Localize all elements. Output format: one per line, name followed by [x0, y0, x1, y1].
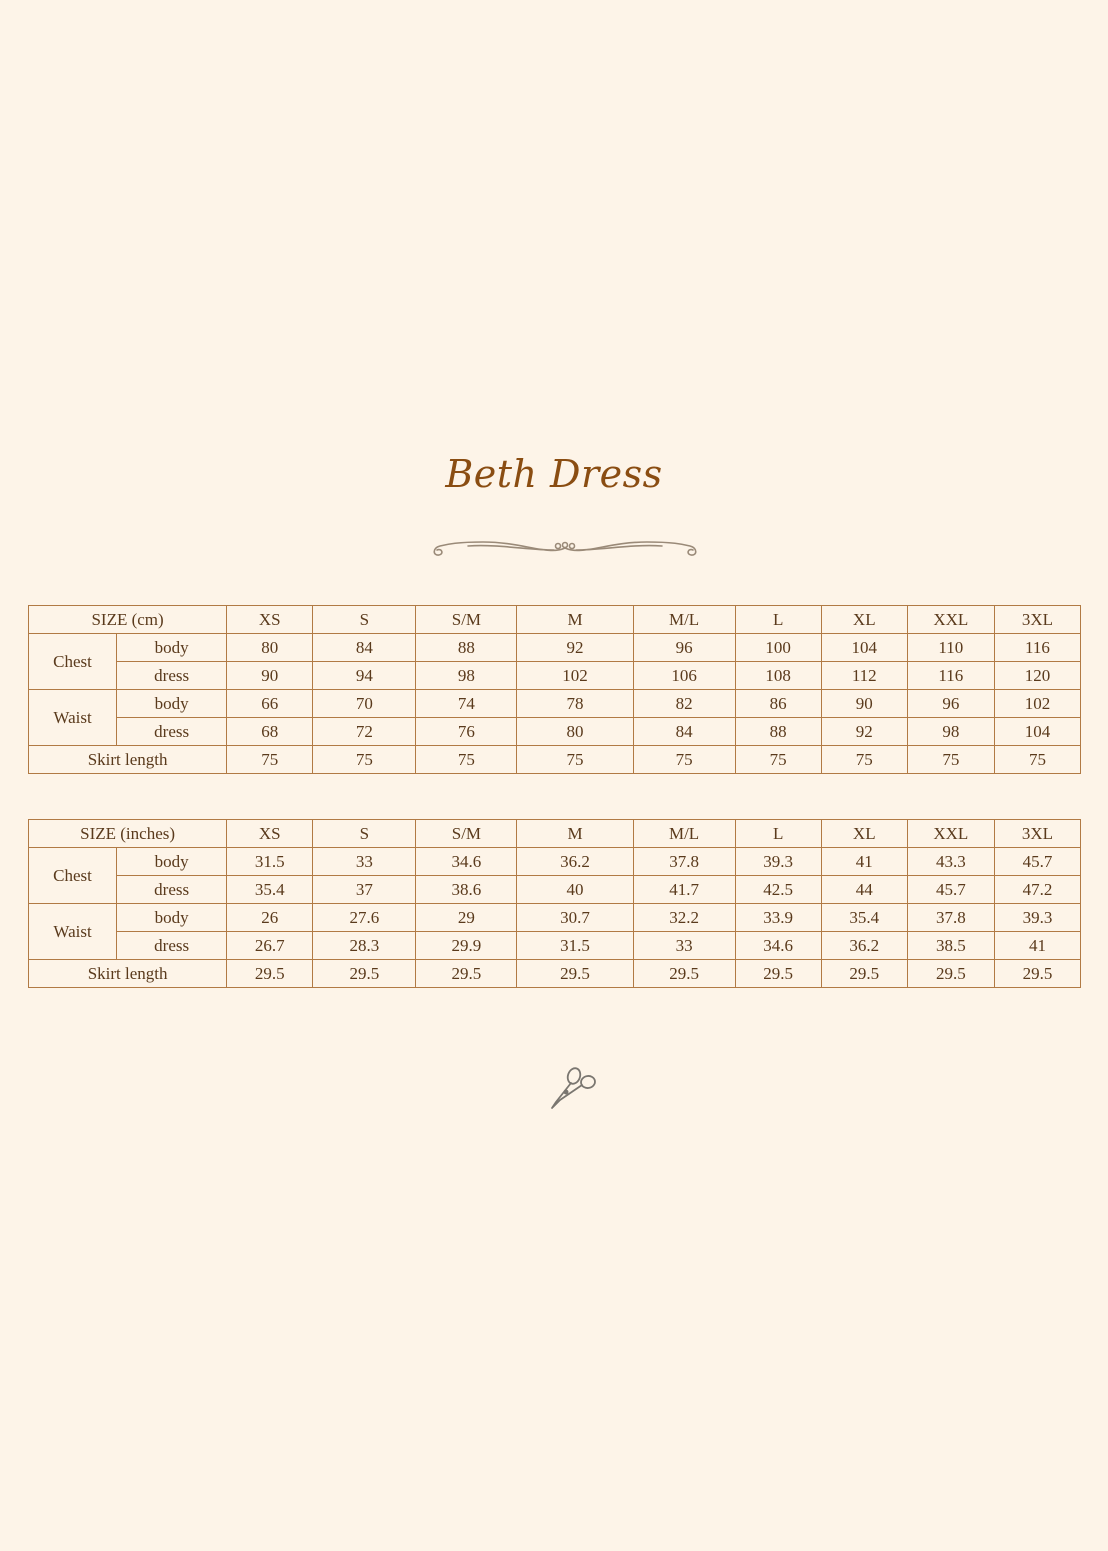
size-header: M	[517, 606, 633, 634]
table-cell: 41.7	[633, 876, 735, 904]
table-cell: 98	[907, 718, 994, 746]
chest-body-row	[29, 848, 1081, 876]
table-cell: 75	[227, 746, 313, 774]
waist-body-row	[29, 690, 1081, 718]
table-cell: 42.5	[735, 876, 821, 904]
table-cell: 35.4	[821, 904, 907, 932]
size-header: 3XL	[994, 606, 1080, 634]
table-cell: 33.9	[735, 904, 821, 932]
waist-label: Waist	[29, 690, 117, 746]
table-cell: 43.3	[907, 848, 994, 876]
table-cell: 29.5	[313, 960, 416, 988]
waist-dress-row	[29, 932, 1081, 960]
dress-label: dress	[117, 662, 227, 690]
table-cell: 74	[416, 690, 517, 718]
table-cell: 86	[735, 690, 821, 718]
table-cell: 116	[907, 662, 994, 690]
table-cell: 72	[313, 718, 416, 746]
table-cell: 96	[907, 690, 994, 718]
table-cell: 31.5	[227, 848, 313, 876]
table-cell: 104	[994, 718, 1080, 746]
size-header: M	[517, 820, 633, 848]
size-header: M/L	[633, 820, 735, 848]
chest-label: Chest	[29, 634, 117, 690]
size-header: XS	[227, 820, 313, 848]
size-header: S/M	[416, 820, 517, 848]
size-header: L	[735, 820, 821, 848]
table-cell: 44	[821, 876, 907, 904]
table-cell: 75	[633, 746, 735, 774]
table-cell: 39.3	[994, 904, 1080, 932]
table-cell: 104	[821, 634, 907, 662]
size-header: XL	[821, 606, 907, 634]
table-cell: 31.5	[517, 932, 633, 960]
table-cell: 102	[994, 690, 1080, 718]
table-cell: 41	[821, 848, 907, 876]
table-cell: 90	[227, 662, 313, 690]
table-cell: 40	[517, 876, 633, 904]
header-row	[29, 820, 1081, 848]
table-cell: 29.9	[416, 932, 517, 960]
body-label: body	[117, 634, 227, 662]
table-cell: 36.2	[821, 932, 907, 960]
size-header: 3XL	[994, 820, 1080, 848]
table-cell: 29.5	[735, 960, 821, 988]
table-cell: 92	[821, 718, 907, 746]
page-title: Beth Dress	[445, 452, 663, 496]
table-cell: 27.6	[313, 904, 416, 932]
dress-label: dress	[117, 932, 227, 960]
chest-body-row	[29, 634, 1081, 662]
table-cell: 26.7	[227, 932, 313, 960]
table-cell: 35.4	[227, 876, 313, 904]
table-cell: 110	[907, 634, 994, 662]
table-cell: 34.6	[416, 848, 517, 876]
waist-dress-row	[29, 718, 1081, 746]
chest-dress-row	[29, 876, 1081, 904]
table-cell: 94	[313, 662, 416, 690]
table-cell: 37.8	[633, 848, 735, 876]
table-cell: 66	[227, 690, 313, 718]
table-cell: 29	[416, 904, 517, 932]
table-cell: 47.2	[994, 876, 1080, 904]
table-cell: 68	[227, 718, 313, 746]
header-row	[29, 606, 1081, 634]
table-cell: 88	[735, 718, 821, 746]
table-cell: 75	[994, 746, 1080, 774]
table-cell: 92	[517, 634, 633, 662]
size-header: M/L	[633, 606, 735, 634]
table-cell: 38.6	[416, 876, 517, 904]
table-cell: 75	[517, 746, 633, 774]
table-cell: 102	[517, 662, 633, 690]
table-cell: 32.2	[633, 904, 735, 932]
size-header: L	[735, 606, 821, 634]
table-cell: 80	[227, 634, 313, 662]
size-header: XXL	[907, 820, 994, 848]
size-header: S	[313, 606, 416, 634]
table-cell: 88	[416, 634, 517, 662]
table-cell: 100	[735, 634, 821, 662]
size-header: S/M	[416, 606, 517, 634]
chest-label: Chest	[29, 848, 117, 904]
skirt-length-row	[29, 960, 1081, 988]
table-cell: 108	[735, 662, 821, 690]
table-cell: 45.7	[907, 876, 994, 904]
body-label: body	[117, 690, 227, 718]
body-label: body	[117, 848, 227, 876]
size-label: SIZE (inches)	[29, 820, 227, 848]
table-cell: 112	[821, 662, 907, 690]
table-cell: 37.8	[907, 904, 994, 932]
table-cell: 29.5	[994, 960, 1080, 988]
table-cell: 38.5	[907, 932, 994, 960]
table-cell: 29.5	[416, 960, 517, 988]
skirt-length-row	[29, 746, 1081, 774]
size-header: XXL	[907, 606, 994, 634]
table-cell: 30.7	[517, 904, 633, 932]
table-cell: 120	[994, 662, 1080, 690]
table-cell: 75	[416, 746, 517, 774]
table-cell: 75	[313, 746, 416, 774]
dress-label: dress	[117, 718, 227, 746]
table-cell: 33	[313, 848, 416, 876]
size-header: XL	[821, 820, 907, 848]
table-cell: 90	[821, 690, 907, 718]
table-cell: 37	[313, 876, 416, 904]
table-cell: 84	[313, 634, 416, 662]
table-cell: 39.3	[735, 848, 821, 876]
table-cell: 76	[416, 718, 517, 746]
table-cell: 28.3	[313, 932, 416, 960]
flourish-divider-icon	[428, 534, 702, 562]
scissors-icon	[544, 1062, 600, 1110]
waist-label: Waist	[29, 904, 117, 960]
table-cell: 82	[633, 690, 735, 718]
table-cell: 78	[517, 690, 633, 718]
table-cell: 75	[907, 746, 994, 774]
table-cell: 84	[633, 718, 735, 746]
table-cell: 33	[633, 932, 735, 960]
dress-label: dress	[117, 876, 227, 904]
size-table-inches	[28, 819, 1081, 988]
body-label: body	[117, 904, 227, 932]
table-cell: 26	[227, 904, 313, 932]
table-cell: 106	[633, 662, 735, 690]
table-cell: 29.5	[907, 960, 994, 988]
table-cell: 29.5	[227, 960, 313, 988]
chest-dress-row	[29, 662, 1081, 690]
table-cell: 70	[313, 690, 416, 718]
table-cell: 75	[821, 746, 907, 774]
table-cell: 80	[517, 718, 633, 746]
table-cell: 29.5	[517, 960, 633, 988]
size-header: S	[313, 820, 416, 848]
size-label: SIZE (cm)	[29, 606, 227, 634]
table-cell: 98	[416, 662, 517, 690]
table-cell: 75	[735, 746, 821, 774]
table-cell: 45.7	[994, 848, 1080, 876]
waist-body-row	[29, 904, 1081, 932]
size-header: XS	[227, 606, 313, 634]
size-table-cm	[28, 605, 1081, 774]
table-cell: 29.5	[633, 960, 735, 988]
table-cell: 29.5	[821, 960, 907, 988]
skirt-length-label: Skirt length	[29, 746, 227, 774]
skirt-length-label: Skirt length	[29, 960, 227, 988]
table-cell: 96	[633, 634, 735, 662]
table-cell: 36.2	[517, 848, 633, 876]
table-cell: 34.6	[735, 932, 821, 960]
table-cell: 41	[994, 932, 1080, 960]
table-cell: 116	[994, 634, 1080, 662]
